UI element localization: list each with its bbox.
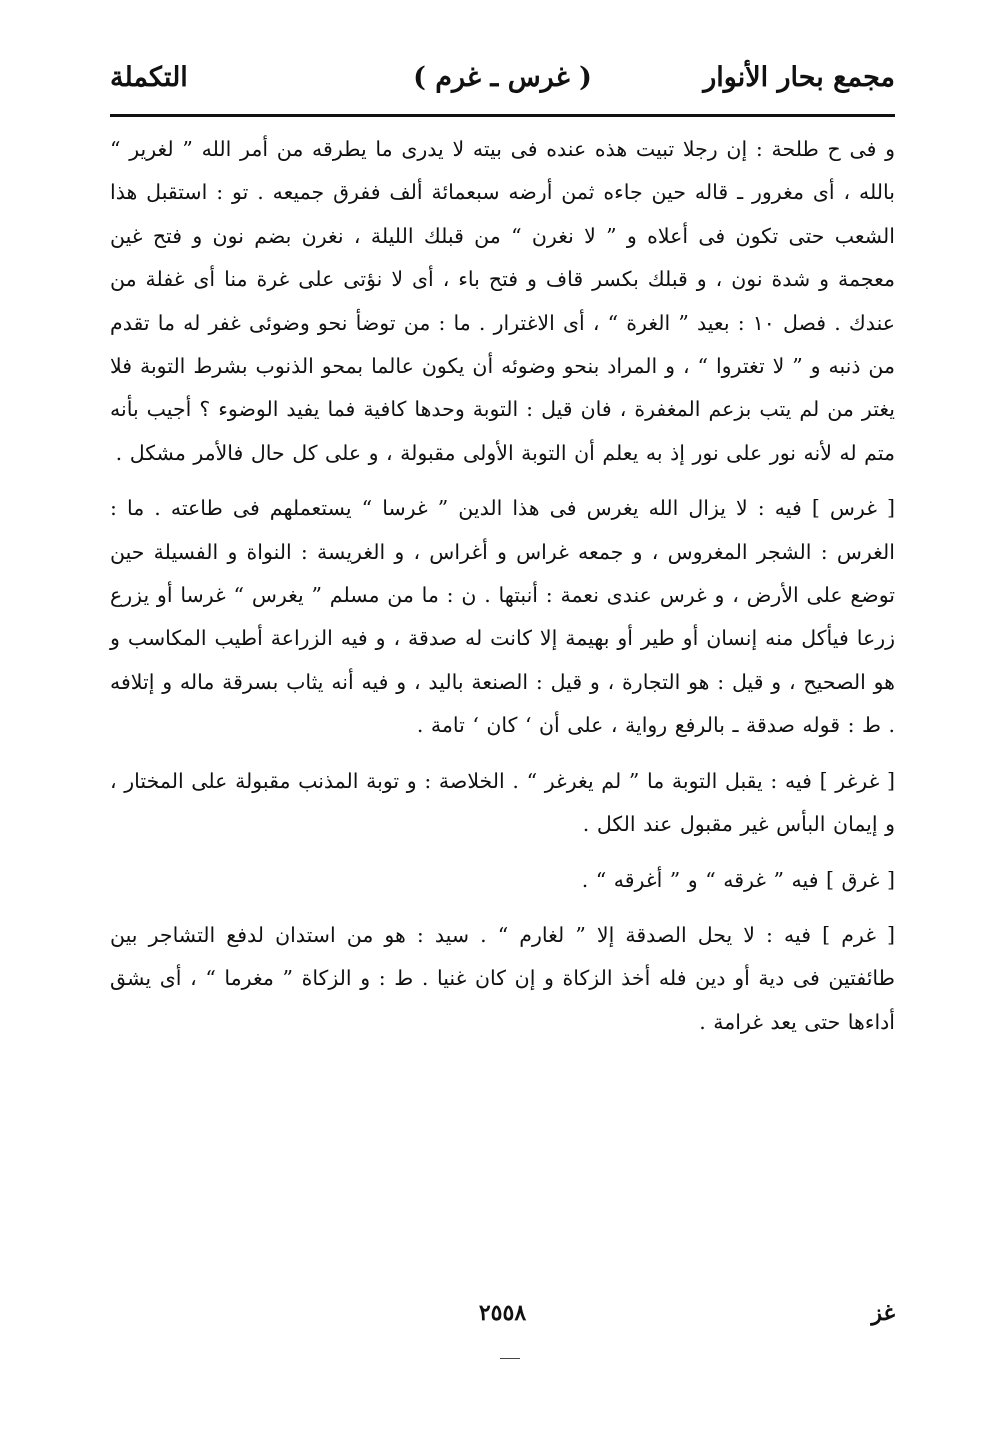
entry-ghars: [ غرس ] فيه : لا يزال الله يغرس فى هذا الدين ” غرسا “ يستعملهم فى طاعته . ما : الغرس : الشجر المغروس ، و جمعه غراس و أغراس ، و الغريسة : النواة و الفسيلة حين توضع على الأرض ، و غرس عندى نعمة : أنبتها . ن : ما من مسلم ” يغرس “ غرسا أو يزرع زرعا فيأكل منه إنسان أو طير أو بهيمة إلا كانت له صدقة ، و فيه الزراعة أطيب المكاسب و هو الصحيح ، و قيل : هو التجارة ، و قيل : الصنعة باليد ، و فيه أنه يثاب بسرقة ماله و إتلافه . ط : قوله صدقة ـ بالرفع رواية ، على أن ‘ كان ‘ تامة . <box>110 496 895 738</box>
catchword: غز <box>871 1300 895 1326</box>
book-title: مجمع بحار الأنوار <box>703 62 895 93</box>
page-footer <box>110 1300 895 1340</box>
footer-dash <box>500 1358 520 1359</box>
entry-ghargher: [ غرغر ] فيه : يقبل التوبة ما ” لم يغرغر “ . الخلاصة : و توبة المذنب مقبولة على المختار ، و إيمان البأس غير مقبول عند الكل . <box>110 768 895 837</box>
paragraph-continuation: و فى ح طلحة : إن رجلا تبيت هذه عنده فى بيته لا يدرى ما يطرقه من أمر الله ” لغرير “ بالله ، أى مغرور ـ قاله حين جاءه ثمن أرضه سبعمائة ألف ففرق جميعه . تو : استقبل هذا الشعب حتى تكون فى أعلاه و ” لا نغرن “ من قبلك الليلة ، نغرن بضم نون و فتح غين معجمة و شدة نون ، و قبلك بكسر قاف و فتح باء ، أى لا نؤتى على غرة منا أى غفلة من عندك . فصل ١٠ : بعيد ” الغرة “ ، أى الاغترار . ما : من توضأ نحو وضوئى غفر له ما تقدم من ذنبه و ” لا تغتروا “ ، و المراد بنحو وضوئه أن يكون عالما بمحو الذنوب بشرط التوبة فلا يغتر من لم يتب بزعم المغفرة ، فان قيل : التوبة وحدها كافية فما يفيد الوضوء ؟ أجيب بأنه متم له لأنه نور على نور إذ به يعلم أن التوبة الأولى مقبولة ، و على كل حال فالأمر مشكل . <box>110 137 895 465</box>
running-header <box>110 56 895 104</box>
page-body <box>110 128 895 1044</box>
section-title: ( غرس ـ غرم ) <box>413 62 592 93</box>
volume-label: التكملة <box>110 62 188 93</box>
entry-gharam: [ غرم ] فيه : لا يحل الصدقة إلا ” لغارم “ . سيد : هو من استدان لدفع التشاجر بين طائفتين فى دية أو دين فله أخذ الزكاة و إن كان غنيا . ط : و الزكاة ” مغرما “ ، أى يشق أداءها حتى يعد غرامة . <box>110 922 895 1034</box>
header-rule <box>110 114 895 117</box>
page-number: ٢٥٥٨ <box>478 1300 527 1326</box>
entry-gharaq: [ غرق ] فيه ” غرقه “ و ” أغرقه “ . <box>581 867 895 892</box>
